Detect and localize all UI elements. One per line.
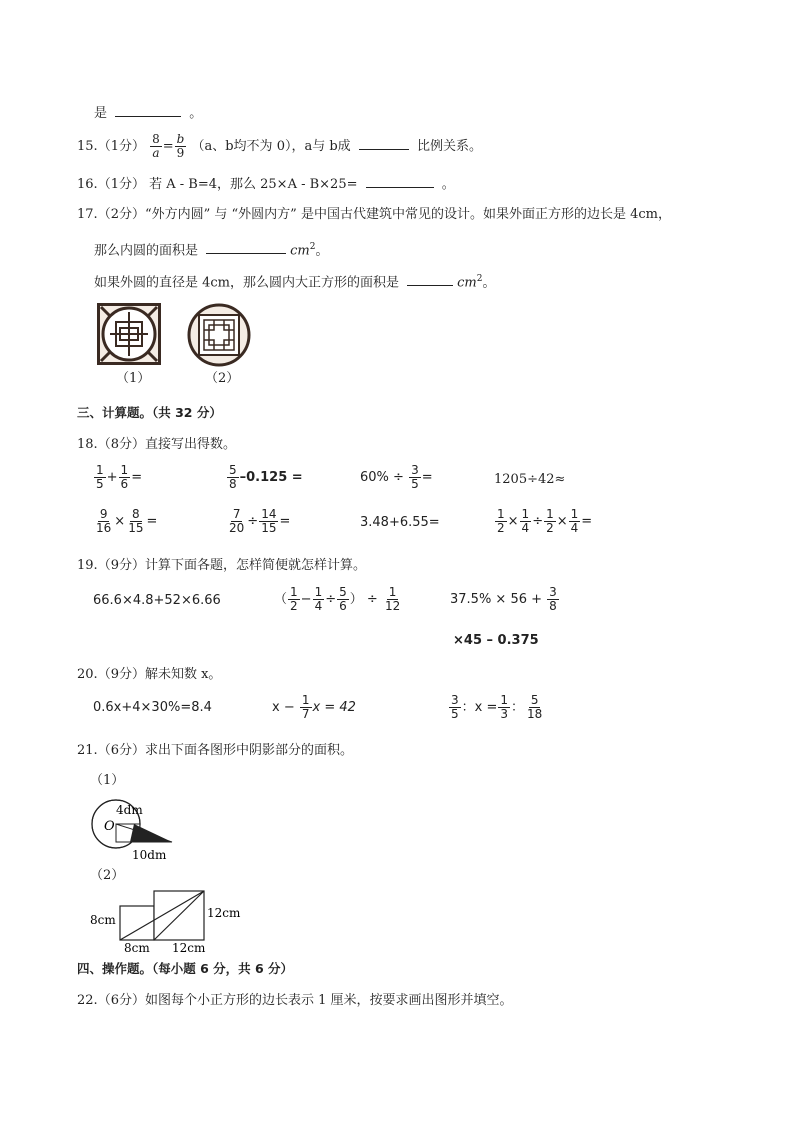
- frac-num: 1: [120, 463, 129, 477]
- q18-item-6: [226, 508, 290, 535]
- expr-pre: 60% ÷: [360, 470, 404, 485]
- q17-end-1: 。: [315, 243, 329, 259]
- frac-den: 9: [176, 146, 185, 160]
- q15-tail: 比例关系。: [416, 139, 482, 154]
- frac-num: 5: [229, 463, 237, 477]
- q17-exp-1: 2: [309, 242, 316, 252]
- q18-item-2: [226, 464, 303, 491]
- op: ×: [507, 514, 519, 529]
- frac-den: 15: [128, 521, 144, 535]
- frac-num: 1: [500, 693, 508, 707]
- q21-figure-2-caption: （2）: [90, 868, 125, 883]
- frac-num: 14: [261, 507, 277, 521]
- paren: ）: [349, 592, 363, 607]
- frac: [300, 694, 312, 721]
- q17-figure-2-caption: （2）: [205, 371, 240, 386]
- frac-den: 5: [411, 477, 419, 491]
- q22-text: 如图每个小正方形的边长表示 1 厘米，按要求画出图形并填空。: [144, 993, 513, 1008]
- frac-den: 5: [451, 707, 459, 721]
- q15-number: 15.: [77, 139, 98, 154]
- right-side-label: 12cm: [207, 906, 241, 920]
- frac-num: 1: [290, 585, 298, 599]
- q21-text: 求出下面各图形中阴影部分的面积。: [144, 743, 353, 758]
- frac-num: 5: [339, 585, 347, 599]
- q17-text-3: 如果外圆的直径是 4cm，那么圆内大正方形的面积是: [94, 275, 400, 291]
- frac: [544, 508, 556, 535]
- q17-exp-2: 2: [476, 274, 483, 284]
- eq: =: [581, 514, 593, 529]
- frac-num: 1: [388, 585, 397, 599]
- frac-den: 18: [527, 707, 543, 721]
- q17-number: 17.: [77, 207, 98, 222]
- section-3-heading: 三、计算题。（共 32 分）: [77, 405, 222, 420]
- q16-end: 。: [441, 177, 455, 192]
- frac-den: 2: [546, 521, 554, 535]
- q18-item-4: 1205÷42≈: [494, 472, 566, 487]
- op: +: [106, 470, 118, 485]
- q20-line: [77, 666, 221, 684]
- q19-expr-3: [450, 586, 560, 613]
- frac-num: 7: [232, 507, 241, 521]
- q14-end: 。: [189, 106, 203, 121]
- two-squares-figure: [88, 888, 248, 954]
- q17-score: （2分）: [97, 207, 145, 222]
- frac-den: 5: [96, 477, 104, 491]
- frac-den: 2: [290, 599, 298, 613]
- frac-den: 4: [521, 521, 530, 535]
- frac: [383, 586, 402, 613]
- q21-number: 21.: [77, 743, 98, 758]
- q16-line: [77, 174, 455, 194]
- radius-label: 4dm: [116, 803, 143, 817]
- frac-num: 3: [549, 585, 557, 599]
- q16-answer-blank[interactable]: [366, 174, 434, 188]
- q20-expr-3: [448, 694, 545, 721]
- q16-score: （1分）: [97, 177, 145, 192]
- frac-den: 8: [549, 599, 557, 613]
- frac-num: 1: [497, 507, 505, 521]
- q15-score: （1分）: [97, 139, 145, 154]
- frac: [227, 464, 239, 491]
- op: ÷: [247, 514, 259, 529]
- frac-num: 9: [99, 507, 108, 521]
- frac-den: a: [152, 146, 160, 160]
- frac: [313, 586, 325, 613]
- frac-num: 1: [546, 507, 554, 521]
- q15-eq: =: [162, 139, 174, 154]
- bottom-label-2: 12cm: [172, 941, 206, 954]
- q18-item-8: [494, 508, 592, 535]
- q18-item-1: [93, 464, 142, 491]
- q16-text: 若 A - B=4，那么 25×A - B×25=: [149, 177, 358, 192]
- frac-den: 3: [500, 707, 508, 721]
- q19-expr-1: 66.6×4.8+52×6.66: [93, 593, 221, 608]
- frac: [227, 508, 246, 535]
- q17-line-2: [94, 238, 329, 260]
- op: −: [300, 592, 312, 607]
- base-label: 10dm: [132, 848, 167, 862]
- frac-den: 8: [229, 477, 237, 491]
- q17-answer-blank-2[interactable]: [407, 272, 453, 286]
- q18-item-3: [360, 464, 433, 491]
- frac-num: 1: [521, 507, 530, 521]
- q17-unit-2: cm: [457, 275, 477, 291]
- q19-number: 19.: [77, 558, 98, 573]
- q21-figure-1-caption: （1）: [90, 773, 125, 788]
- left-side-label: 8cm: [90, 913, 116, 927]
- q20-expr-1: 0.6x+4×30%=8.4: [93, 700, 212, 715]
- frac-den: 20: [229, 521, 245, 535]
- frac-num: 8: [152, 132, 160, 146]
- q14-tail-text: 是: [94, 106, 108, 121]
- frac: [337, 586, 349, 613]
- frac-num: 3: [411, 463, 419, 477]
- q17-answer-blank-1[interactable]: [206, 240, 286, 254]
- q19-text: 计算下面各题，怎样简便就怎样计算。: [144, 558, 366, 573]
- frac: [520, 508, 532, 535]
- frac: [449, 694, 461, 721]
- frac: [547, 586, 559, 613]
- eq: =: [279, 514, 291, 529]
- frac: [94, 508, 113, 535]
- q20-score: （9分）: [97, 667, 145, 682]
- frac-den: 6: [120, 477, 129, 491]
- circle-outside-square-inside-figure: [187, 303, 253, 367]
- q20-text: 解未知数 x。: [144, 667, 222, 682]
- frac-den: 6: [339, 599, 347, 613]
- section-4-heading: 四、操作题。（每小题 6 分，共 6 分）: [77, 961, 294, 976]
- q18-item-7: 3.48+6.55=: [360, 515, 440, 530]
- frac: [409, 464, 421, 491]
- frac: [259, 508, 278, 535]
- frac-num: 1: [96, 463, 104, 477]
- q17-text-2: 那么内圆的面积是: [94, 243, 199, 259]
- eq: =: [131, 470, 143, 485]
- frac-num: 5: [530, 693, 539, 707]
- q14-answer-blank[interactable]: [115, 103, 181, 117]
- q17-line-3: [94, 270, 496, 292]
- op: ÷: [325, 592, 337, 607]
- frac: [119, 464, 131, 491]
- q18-score: （8分）: [97, 437, 145, 452]
- expr-pre: 37.5% × 56 +: [450, 592, 543, 607]
- q17-figure-1-caption: （1）: [116, 371, 151, 386]
- q17-unit-1: cm: [290, 243, 310, 259]
- q18-line: [77, 436, 236, 454]
- frac: [498, 694, 510, 721]
- square-outside-circle-inside-figure: [96, 302, 166, 366]
- q18-number: 18.: [77, 437, 98, 452]
- frac-den: 4: [314, 599, 323, 613]
- paren: （: [274, 592, 288, 607]
- expr-rest: –0.125 =: [239, 470, 303, 485]
- q19-score: （9分）: [97, 558, 145, 573]
- frac-num: 3: [451, 693, 459, 707]
- bottom-label-1: 8cm: [124, 941, 150, 954]
- frac: [495, 508, 507, 535]
- expr-mid: ：x =: [461, 700, 498, 715]
- q15-line: [77, 132, 482, 162]
- frac-den: 4: [570, 521, 579, 535]
- q15-fraction-1: [150, 133, 162, 160]
- q22-line: [77, 992, 513, 1010]
- op: ×: [114, 514, 126, 529]
- q22-score: （6分）: [97, 993, 145, 1008]
- frac-den: 12: [384, 599, 401, 613]
- frac-num: 1: [314, 585, 323, 599]
- frac-num: b: [176, 132, 185, 146]
- eq: =: [146, 514, 158, 529]
- q18-item-5: [93, 508, 157, 535]
- frac: [569, 508, 581, 535]
- op: ÷: [366, 592, 378, 607]
- frac-den: 16: [96, 521, 112, 535]
- q21-line: [77, 742, 353, 760]
- q17-end-2: 。: [482, 275, 496, 291]
- q15-fraction-2: [175, 133, 187, 160]
- expr-post: x = 42: [312, 700, 356, 715]
- q19-line: [77, 557, 366, 575]
- eq: =: [421, 470, 433, 485]
- frac-den: 2: [497, 521, 505, 535]
- q21-score: （6分）: [97, 743, 145, 758]
- expr-pre: x −: [272, 700, 295, 715]
- frac-den: 7: [301, 707, 310, 721]
- colon: ：: [511, 700, 525, 715]
- center-label: O: [104, 819, 115, 834]
- op: ×: [556, 514, 568, 529]
- op: ÷: [532, 514, 544, 529]
- frac: [288, 586, 300, 613]
- frac: [94, 464, 106, 491]
- circle-triangle-figure: [88, 798, 188, 864]
- q15-condition: （a、b均不为 0），a与 b成: [191, 139, 351, 154]
- q19-expr-2: [274, 586, 403, 613]
- q15-answer-blank[interactable]: [359, 136, 409, 150]
- q20-number: 20.: [77, 667, 98, 682]
- q20-expr-2: [272, 694, 356, 721]
- frac-num: 1: [570, 507, 579, 521]
- q14-tail-line: [94, 103, 202, 123]
- q19-expr-3-tail: ×45 – 0.375: [453, 633, 539, 648]
- q16-number: 16.: [77, 177, 98, 192]
- frac-num: 1: [301, 693, 310, 707]
- frac: [126, 508, 145, 535]
- q18-text: 直接写出得数。: [144, 437, 236, 452]
- q17-text-1: “外方内圆” 与 “外圆内方” 是中国古代建筑中常见的设计。如果外面正方形的边长是 4cm，: [144, 207, 671, 222]
- frac-den: 15: [261, 521, 277, 535]
- q22-number: 22.: [77, 993, 98, 1008]
- q17-line-1: [77, 206, 671, 224]
- frac: [525, 694, 544, 721]
- frac-num: 8: [132, 507, 140, 521]
